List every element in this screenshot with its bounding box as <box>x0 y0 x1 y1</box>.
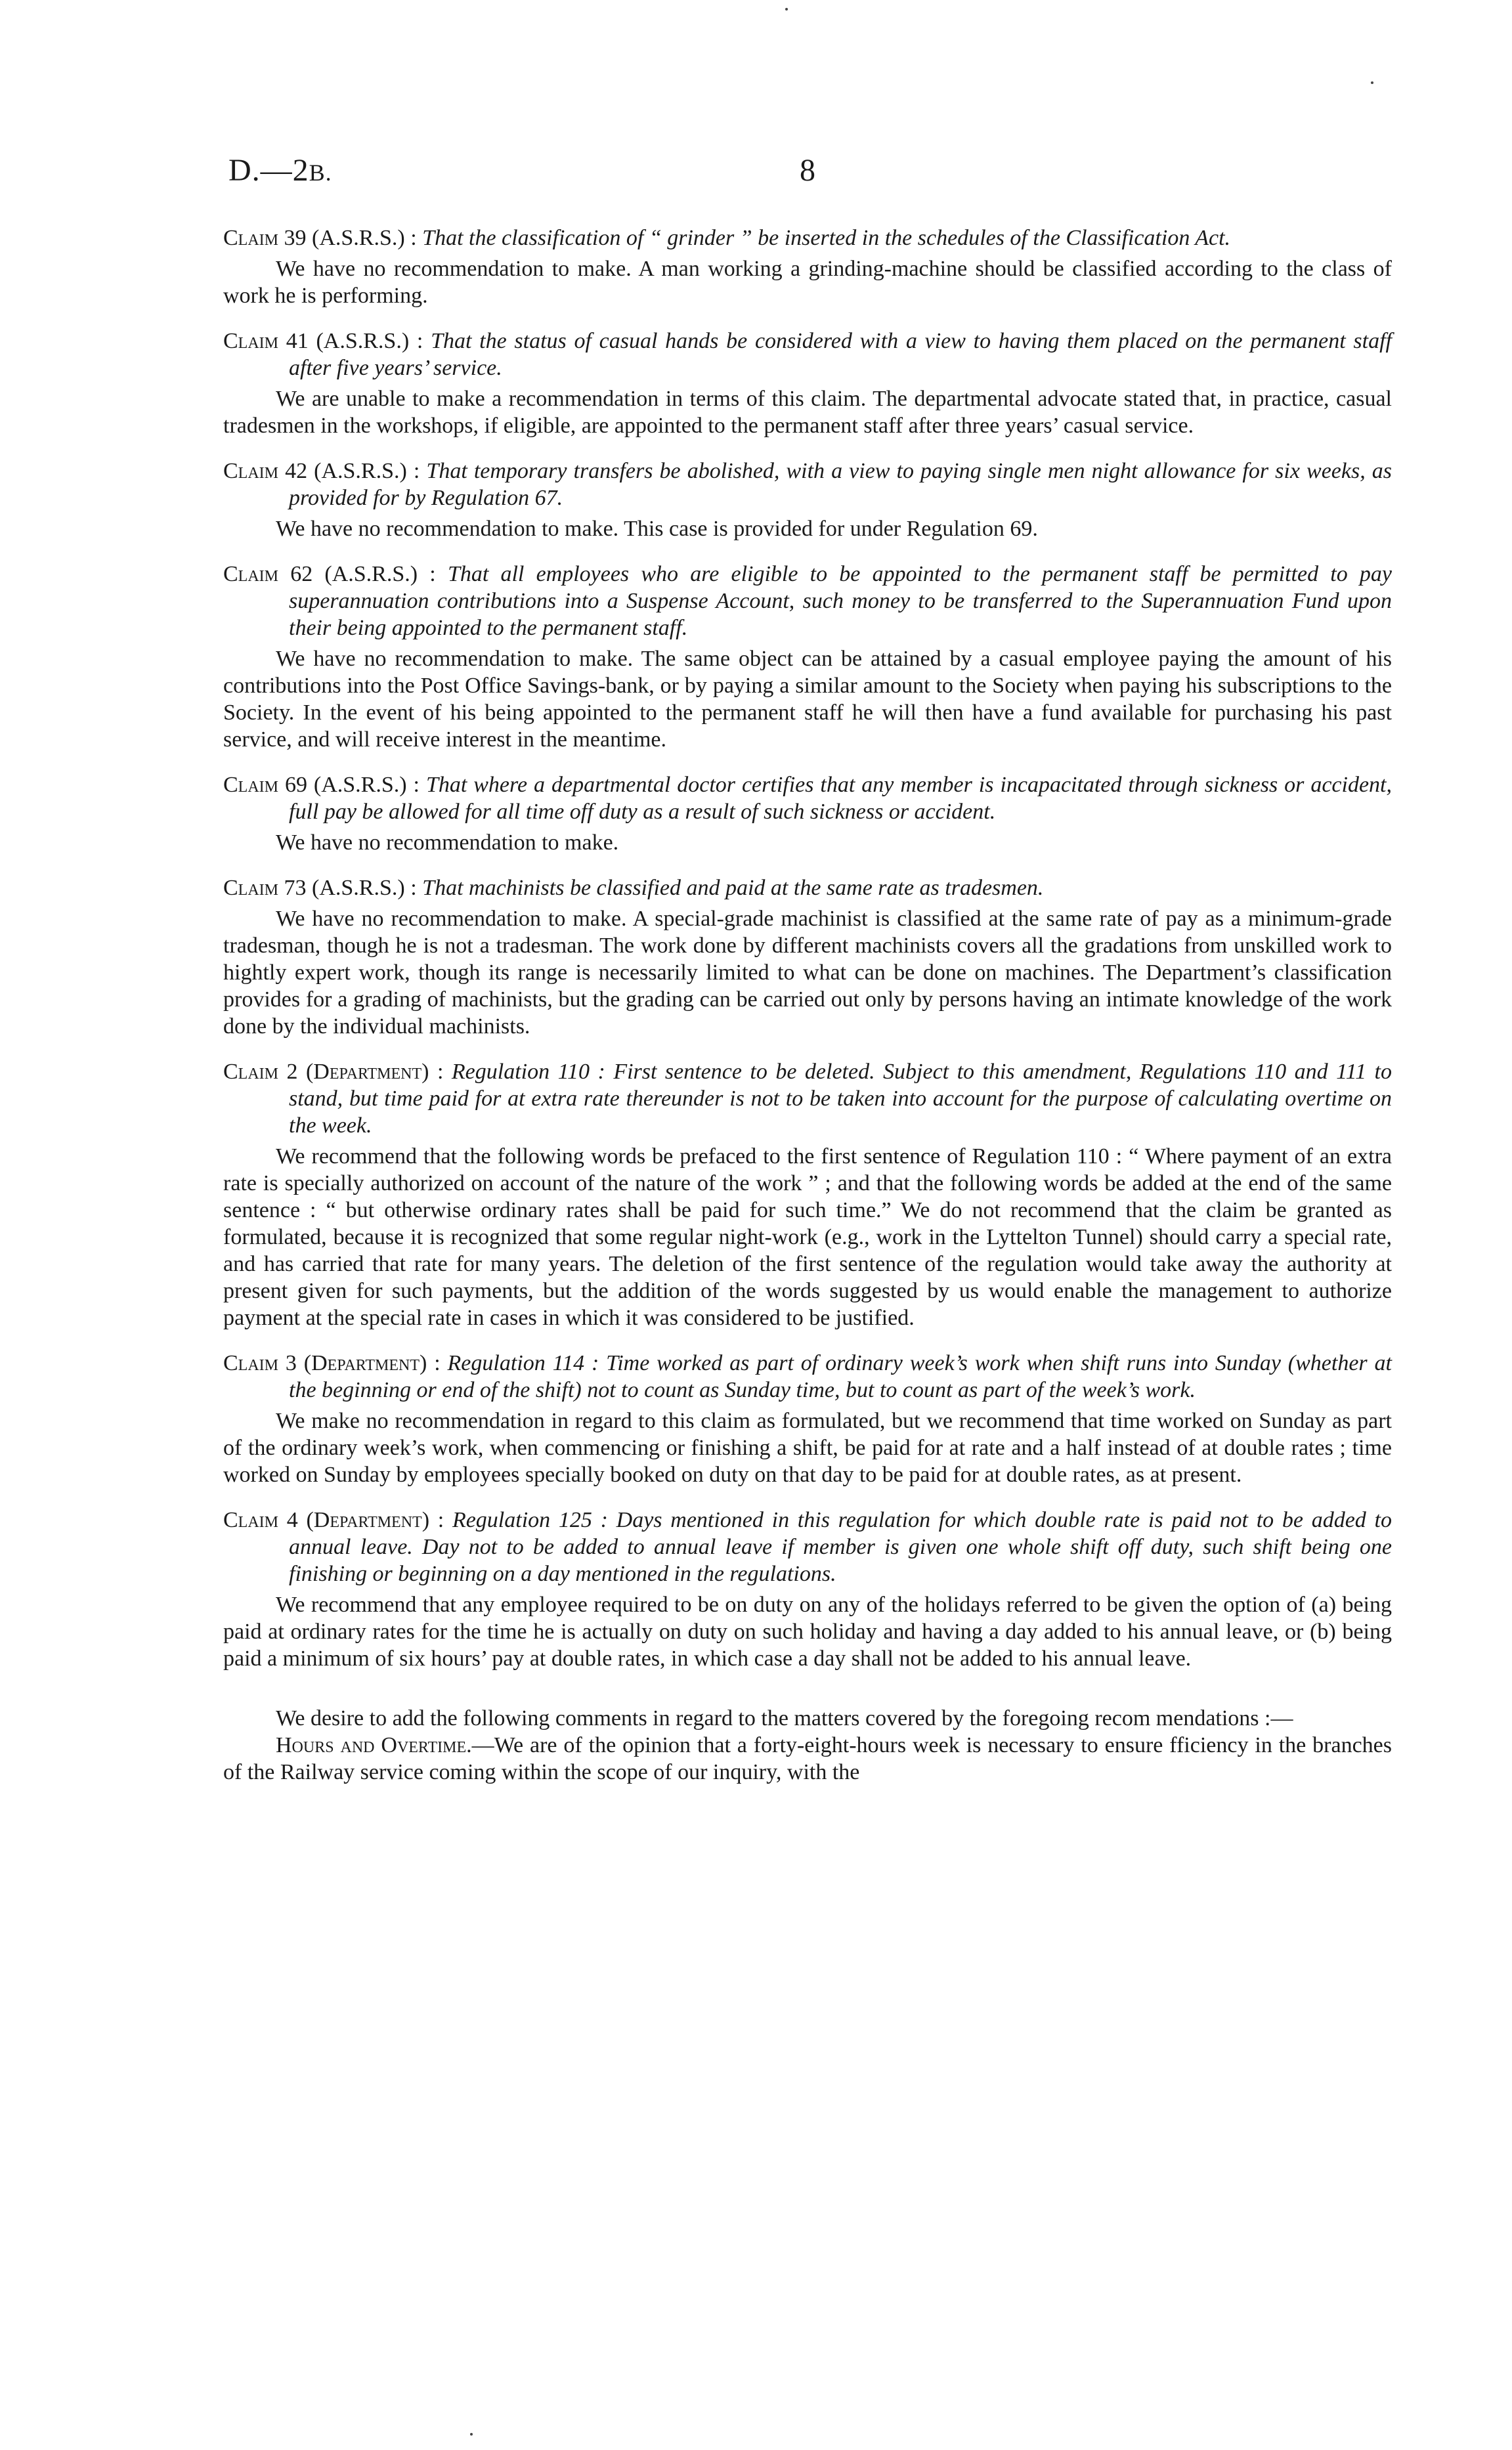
claim-text: That the classification of “ grinder ” be inserted in the schedules of the Classification Act. <box>422 226 1231 250</box>
claim-response: We have no recommendation to make. <box>276 830 619 855</box>
claim-text: That all employees who are eligible to be appointed to the permanent staff be permitted to pay superannuation contributions into a Suspense Account, such money to be transferred to the Superannuation Fund upon their being appointed to the permanent staff. <box>289 562 1393 640</box>
claim-69 <box>223 771 1392 856</box>
claim-label: Claim 42 (A.S.R.S.) : <box>223 459 420 483</box>
claim-text: That the status of casual hands be considered with a view to having them placed on the permanent staff after five years’ service. <box>289 329 1392 380</box>
claim-response: We have no recommendation to make. This case is provided for under Regulation 69. <box>276 517 1038 541</box>
scan-speck <box>1371 81 1373 84</box>
page-number: 8 <box>800 153 815 188</box>
section-text: —We are of the opinion that a forty-eight-hours week is necessary to ensure fficiency in the branches of the Railway service coming within the scope of our inquiry, with the <box>223 1733 1392 1784</box>
claim-text: Regulation 125 : Days mentioned in this regulation for which double rate is paid not to be added to annual leave. Day not to be added to annual leave if member is given one whole shift off duty, such shift being one finishing or beginning on a day mentioned in the regulations. <box>289 1508 1392 1586</box>
claim-text: That machinists be classified and paid at the same rate as tradesmen. <box>422 876 1044 900</box>
section-heading: Hours and Overtime. <box>276 1733 472 1757</box>
claim-label: Claim 39 (A.S.R.S.) : <box>223 226 417 250</box>
claim-label: Claim 4 (Department) : <box>223 1508 444 1532</box>
claim-heading <box>223 328 1392 381</box>
claim-text: Regulation 110 : First sentence to be deleted. Subject to this amendment, Regulations 110 and 111 to stand, but time paid for at extra rate thereunder is not to be taken into account for the purpose of calculating overtime on the week. <box>289 1060 1392 1138</box>
claim-text: That where a departmental doctor certifies that any member is incapacitated through sickness or accident, full pay be allowed for all time off duty as a result of such sickness or accident. <box>289 773 1392 824</box>
claim-heading <box>223 225 1392 251</box>
claim-label: Claim 62 (A.S.R.S.) : <box>223 562 436 586</box>
claim-response: We recommend that the following words be prefaced to the first sentence of Regulation 110 : “ Where payment of an extra rate is specially authorized on account of the nature of the work ” ; and that the following words be added at the end of the same sentence : “ but otherwise ordinary rates shall be paid for such time.” We do not recommend that the claim be granted as formulated, because it is recognized that some regular night-work (e.g., work in the Lyttelton Tunnel) should carry a special rate, and has carried that rate for many years. The deletion of the first sentence of the regulation would take away the authority at present given for such payments, but the addition of the words suggested by us would enable the management to authorize payment at the special rate in cases in which it was considered to be justified. <box>223 1144 1392 1330</box>
claim-heading <box>223 1058 1392 1139</box>
scan-speck <box>470 2433 473 2436</box>
claim-label: Claim 73 (A.S.R.S.) : <box>223 876 417 900</box>
claim-text: Regulation 114 : Time worked as part of ordinary week’s work when shift runs into Sunday (whether at the beginning or end of the shift) not to count as Sunday time, but to count as part of the week’s work. <box>289 1351 1392 1402</box>
claim-39 <box>223 225 1392 309</box>
claim-response: We have no recommendation to make. The same object can be attained by a casual employee paying the amount of his contributions into the Post Office Savings-bank, or by paying a similar amount to the Society when paying his subscriptions to the Society. In the event of his being appointed to the permanent staff he will then have a fund available for purchasing his past service, and will receive interest in the meantime. <box>223 647 1392 752</box>
reference-main: D.—2 <box>228 153 309 188</box>
comments-intro: We desire to add the following comments in regard to the matters covered by the foregoing recom mendations :— <box>276 1706 1293 1730</box>
claim-42 <box>223 458 1392 542</box>
claim-41 <box>223 328 1392 439</box>
claim-heading <box>223 561 1392 641</box>
claim-3-department <box>223 1350 1392 1488</box>
claim-response: We are unable to make a recommendation in terms of this claim. The departmental advocate stated that, in practice, casual tradesmen in the workshops, if eligible, are appointed to the permanent staff after three years’ casual service. <box>223 387 1392 438</box>
claim-heading <box>223 771 1392 825</box>
document-reference <box>228 152 332 188</box>
claim-label: Claim 3 (Department) : <box>223 1351 441 1375</box>
claim-text: That temporary transfers be abolished, with a view to paying single men night allowance for six weeks, as provided for by Regulation 67. <box>289 459 1392 510</box>
claim-response: We have no recommendation to make. A special-grade machinist is classified at the same rate of pay as a minimum-grade tradesman, though he is not a tradesman. The work done by different machinists covers all the gradations from unskilled work to hightly expert work, though its range is necessarily limited to what can be done on machines. The Department’s classification provides for a grading of machinists, but the grading can be carried out only by persons having an intimate knowledge of the work done by the individual machinists. <box>223 907 1392 1039</box>
claim-heading <box>223 874 1392 901</box>
claim-response: We have no recommendation to make. A man working a grinding-machine should be classified according to the class of work he is performing. <box>223 257 1392 308</box>
claim-4-department <box>223 1507 1392 1672</box>
claim-73 <box>223 874 1392 1040</box>
claim-2-department <box>223 1058 1392 1331</box>
hours-and-overtime-paragraph <box>223 1732 1392 1786</box>
reference-suffix: B. <box>309 160 332 186</box>
claim-62 <box>223 561 1392 753</box>
claim-heading <box>223 1507 1392 1587</box>
claim-heading <box>223 458 1392 511</box>
claim-label: Claim 41 (A.S.R.S.) : <box>223 329 423 353</box>
claim-response: We recommend that any employee required to be on duty on any of the holidays referred to be given the option of (a) being paid at ordinary rates for the time he is actually on duty on such holiday and having a day added to his annual leave, or (b) being paid a minimum of six hours’ pay at double rates, in which case a day shall not be added to his annual leave. <box>223 1593 1392 1671</box>
claim-label: Claim 2 (Department) : <box>223 1060 444 1084</box>
claim-response: We make no recommendation in regard to this claim as formulated, but we recommend that time worked on Sunday as part of the ordinary week’s work, when commencing or finishing a shift, be paid for at rate and a half instead of at double rates ; time worked on Sunday by employees specially booked on duty on that day to be paid for at double rates, as at present. <box>223 1409 1392 1487</box>
claim-heading <box>223 1350 1392 1404</box>
claim-label: Claim 69 (A.S.R.S.) : <box>223 773 420 797</box>
scan-speck <box>785 8 788 11</box>
document-body <box>223 225 1392 1786</box>
